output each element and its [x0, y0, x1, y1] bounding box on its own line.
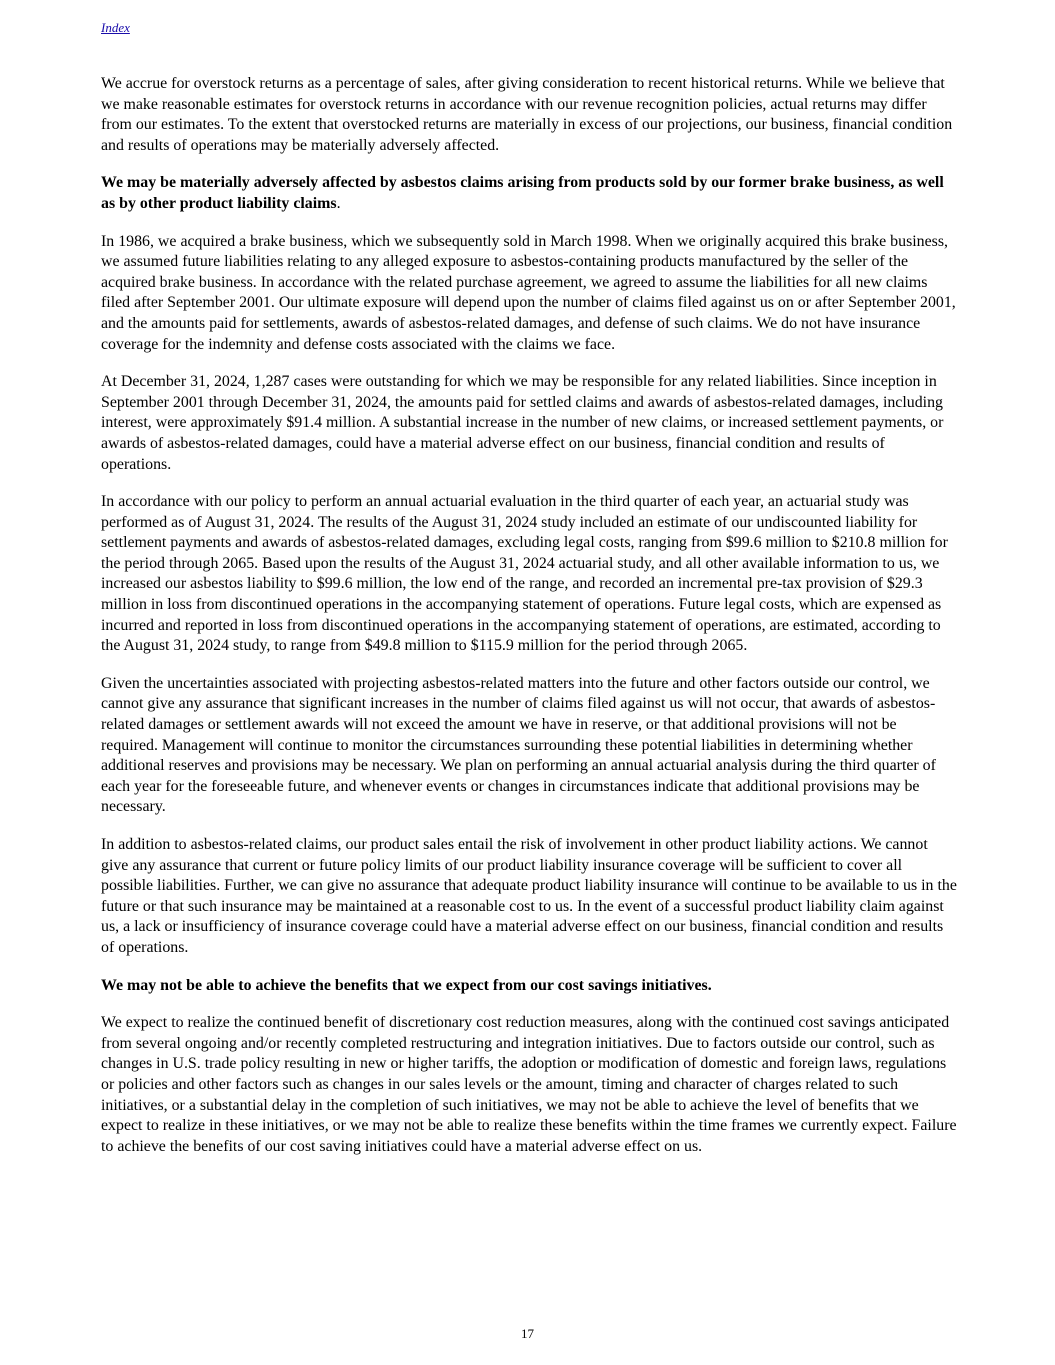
paragraph-product-liability: In addition to asbestos-related claims, our product sales entail the risk of involvement in other product liability actions. We cannot give any assurance that current or future policy limits of our product liability insurance coverage will be sufficient to cover all possible liabilities. Further, we can give no assurance that adequate product liability insurance will continue to be available to us in the future or that such insurance may be maintained at a reasonable cost to us. In the event of a successful product liability claim against us, a lack or insufficiency of insurance coverage could have a material adverse effect on our business, financial condition and results of operations. [101, 836, 957, 956]
heading-asbestos-claims [101, 173, 957, 214]
document-body [101, 74, 957, 1174]
paragraph-uncertainties: Given the uncertainties associated with projecting asbestos-related matters into the future and other factors outside our control, we cannot give any assurance that significant increases in the number of claims filed against us will not occur, that awards of asbestos-related damages or settlement awards will not exceed the amount we have in reserve, or that additional provisions will not be required. Management will continue to monitor the circumstances surrounding these potential liabilities in determining whether additional reserves and provisions may be necessary. We plan on performing an annual actuarial analysis during the third quarter of each year for the foreseeable future, and whenever events or changes in circumstances indicate that additional provisions may be necessary. [101, 674, 936, 816]
paragraph-actuarial-study: In accordance with our policy to perform an annual actuarial evaluation in the third quarter of each year, an actuarial study was performed as of August 31, 2024. The results of the August 31, 2024 study included an estimate of our undiscounted liability for settlement payments and awards of asbestos-related damages, excluding legal costs, ranging from $99.6 million to $210.8 million for the period through 2065. Based upon the results of the August 31, 2024 actuarial study, and all other available information to us, we increased our asbestos liability to $99.6 million, the low end of the range, and recorded an incremental pre-tax provision of $29.3 million in loss from discontinued operations in the accompanying statement of operations. Future legal costs, which are expensed as incurred and reported in loss from discontinued operations in the accompanying statement of operations, are estimated, according to the August 31, 2024 study, to range from $49.8 million to $115.9 million for the period through 2065. [101, 493, 948, 655]
paragraph-cost-reduction: We expect to realize the continued benefit of discretionary cost reduction measures, along with the continued cost savings anticipated from several ongoing and/or recently completed restructuring and integration initiatives. Due to factors outside our control, such as changes in U.S. trade policy resulting in new or higher tariffs, the adoption or modification of domestic and foreign laws, regulations or policies and other factors such as changes in our sales levels or the amount, timing and character of charges related to such initiatives, or a substantial delay in the completion of such initiatives, we may not be able to achieve the level of benefits that we expect to realize in these initiatives, or we may not be able to realize these benefits within the time frames we currently expect. Failure to achieve the benefits of our cost saving initiatives could have a material adverse effect on us. [101, 1014, 957, 1155]
paragraph-overstock-returns: We accrue for overstock returns as a percentage of sales, after giving consideration to recent historical returns. While we believe that we make reasonable estimates for overstock returns in accordance with our revenue recognition policies, actual returns may differ from our estimates. To the extent that overstocked returns are materially in excess of our projections, our business, financial condition and results of operations may be materially adversely affected. [101, 75, 953, 154]
page-number: 17 [521, 1326, 534, 1341]
heading-cost-savings: We may not be able to achieve the benefits that we expect from our cost savings initiatives. [101, 976, 712, 994]
index-link[interactable]: Index [101, 20, 130, 35]
paragraph-brake-business: In 1986, we acquired a brake business, which we subsequently sold in March 1998. When we originally acquired this brake business, we assumed future liabilities relating to any alleged exposure to asbestos-containing products manufactured by the seller of the acquired brake business. In accordance with the related purchase agreement, we agreed to assume the liabilities for all new claims filed after September 2001. Our ultimate exposure will depend upon the number of claims filed against us on or after September 2001, and the amounts paid for settlements, awards of asbestos-related damages, and defense of such claims. We do not have insurance coverage for the indemnity and defense costs associated with the claims we face. [101, 232, 956, 353]
heading-trailing-period: . [336, 194, 341, 212]
heading-asbestos-claims-text: We may be materially adversely affected by asbestos claims arising from products sold by our former brake business, as well as by other product liability claims [101, 174, 944, 212]
paragraph-outstanding-cases: At December 31, 2024, 1,287 cases were outstanding for which we may be responsible for any related liabilities. Since inception in September 2001 through December 31, 2024, the amounts paid for settled claims and awards of asbestos-related damages, including interest, were approximately $91.4 million. A substantial increase in the number of new claims, or increased settlement payments, or awards of asbestos-related damages, could have a material adverse effect on our business, financial condition and results of operations. [101, 373, 944, 473]
